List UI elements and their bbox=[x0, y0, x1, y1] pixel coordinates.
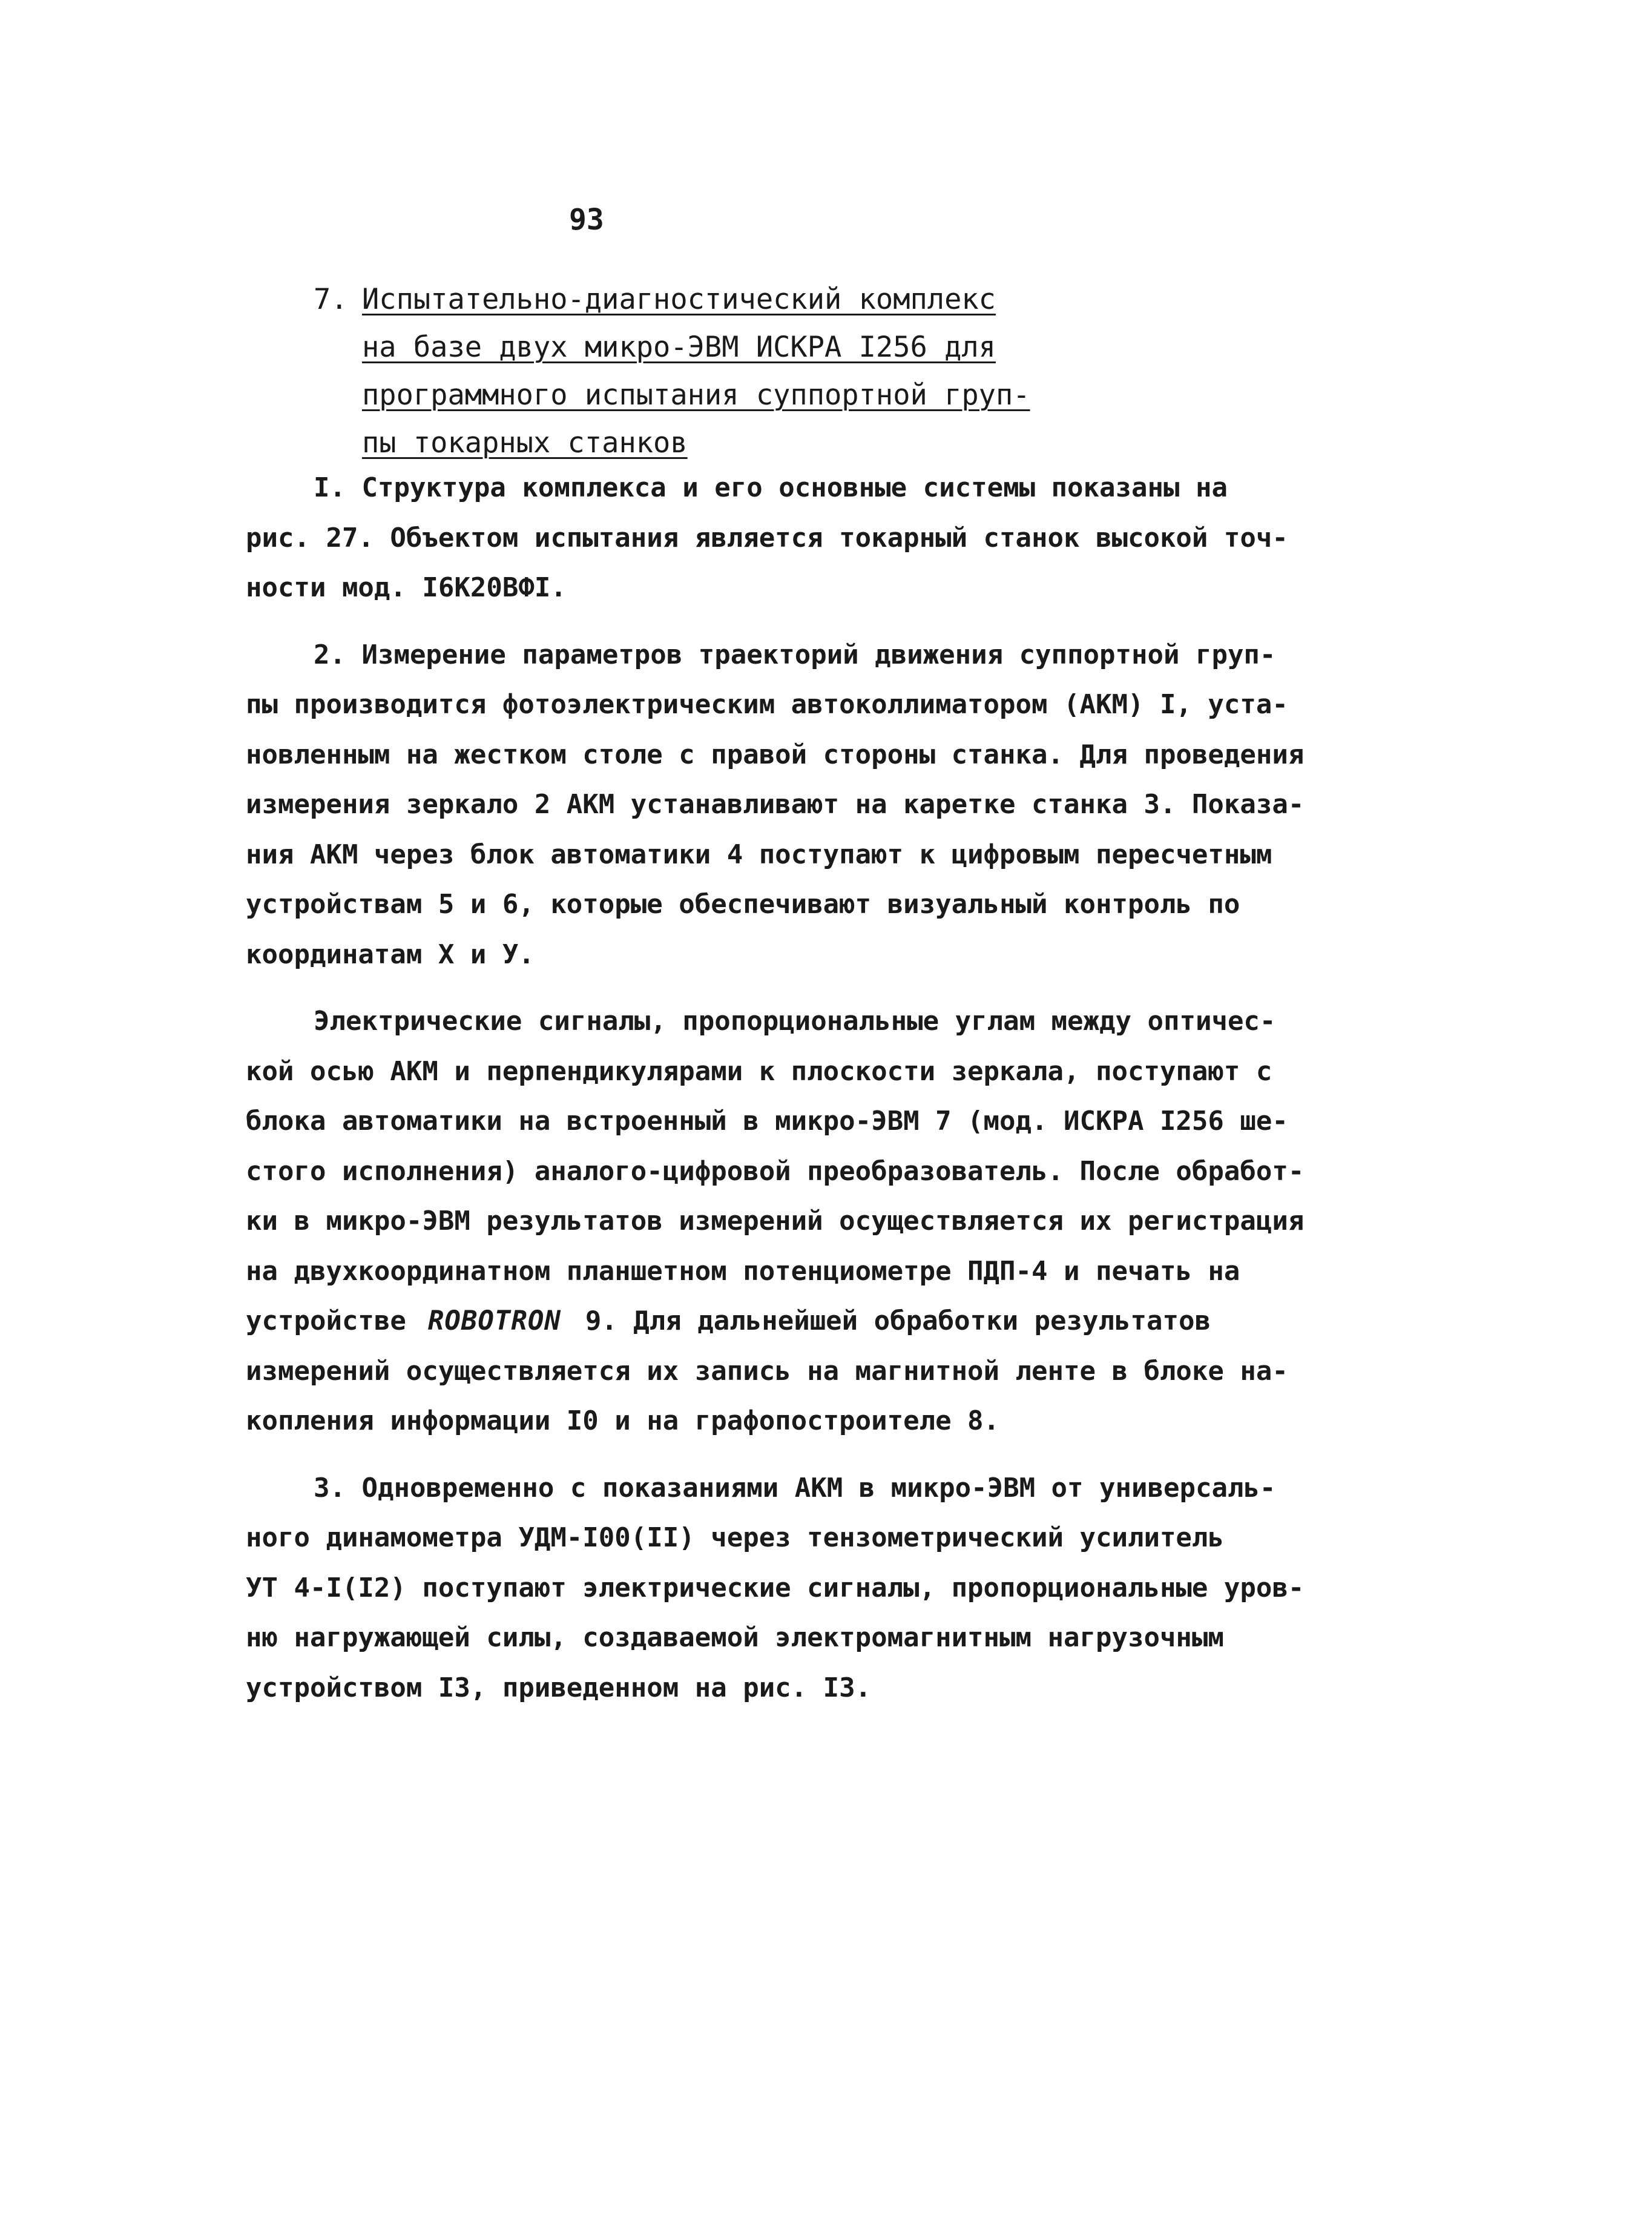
text-line: на двухкоординатном планшетном потенциометре ПДП-4 и печать на bbox=[246, 1255, 1240, 1287]
text-line: ню нагружающей силы, создаваемой электромагнитным нагрузочным bbox=[246, 1622, 1224, 1653]
text-line: блока автоматики на встроенный в микро-ЭВМ 7 (мод. ИСКРА I256 ше- bbox=[246, 1106, 1288, 1137]
page-number: 93 bbox=[569, 203, 604, 237]
text-line: стого исполнения) аналого-цифровой преобразователь. После обработ- bbox=[246, 1155, 1305, 1187]
paragraph-3 bbox=[246, 997, 1305, 1447]
text-line: I. Структура комплекса и его основные системы показаны на bbox=[314, 472, 1228, 503]
text-line: ния АКМ через блок автоматики 4 поступают к цифровым пересчетным bbox=[246, 839, 1272, 870]
text-line: рис. 27. Объектом испытания является токарный станок высокой точ- bbox=[246, 522, 1288, 553]
text-line: кой осью АКМ и перпендикулярами к плоскости зеркала, поступают с bbox=[246, 1055, 1272, 1087]
section-title-line: пы токарных станков bbox=[362, 426, 688, 460]
robotron-brand: ROBOTRON bbox=[427, 1305, 561, 1336]
body-text bbox=[246, 463, 1305, 1713]
text-line: измерения зеркало 2 АКМ устанавливают на каретке станка 3. Показа- bbox=[246, 789, 1305, 820]
text-line: устройством I3, приведенном на рис. I3. bbox=[246, 1672, 872, 1703]
text-line: измерений осуществляется их запись на магнитной ленте в блоке на- bbox=[246, 1355, 1288, 1387]
text-line: ного динамометра УДМ-I00(II) через тензометрический усилитель bbox=[246, 1522, 1224, 1553]
section-title-line: программного испытания суппортной груп- bbox=[362, 378, 1030, 412]
text-line: 3. Одновременно с показаниями АКМ в микро-ЭВМ от универсаль- bbox=[314, 1472, 1276, 1503]
paragraph-4 bbox=[246, 1464, 1305, 1714]
text-line: новленным на жестком столе с правой стороны станка. Для проведения bbox=[246, 739, 1305, 770]
text-line: копления информации I0 и на графопостроителе 8. bbox=[246, 1405, 1000, 1436]
text-line: УТ 4-I(I2) поступают электрические сигналы, пропорциональные уров- bbox=[246, 1572, 1305, 1603]
text-fragment: 9. Для дальнейшей обработки результатов bbox=[585, 1305, 1211, 1336]
text-line: 2. Измерение параметров траекторий движения суппортной груп- bbox=[314, 639, 1276, 670]
text-line bbox=[246, 1296, 1275, 1347]
text-line: Электрические сигналы, пропорциональные углам между оптичес- bbox=[314, 1006, 1276, 1037]
section-number: 7. bbox=[314, 283, 348, 316]
section-title-line: на базе двух микро-ЭВМ ИСКРА I256 для bbox=[362, 331, 996, 364]
text-line: координатам Х и У. bbox=[246, 939, 535, 970]
text-line: пы производится фотоэлектрическим автоколлиматором (АКМ) I, уста- bbox=[246, 689, 1288, 720]
paragraph-2 bbox=[246, 630, 1305, 980]
text-fragment: устройстве bbox=[246, 1305, 406, 1336]
text-line: ки в микро-ЭВМ результатов измерений осуществляется их регистрация bbox=[246, 1206, 1305, 1236]
text-line: ности мод. I6К20ВФI. bbox=[246, 572, 567, 603]
section-title bbox=[362, 276, 1030, 467]
text-line: устройствам 5 и 6, которые обеспечивают визуальный контроль по bbox=[246, 889, 1240, 920]
section-title-line: Испытательно-диагностический комплекс bbox=[362, 283, 996, 316]
paragraph-1 bbox=[246, 463, 1288, 613]
